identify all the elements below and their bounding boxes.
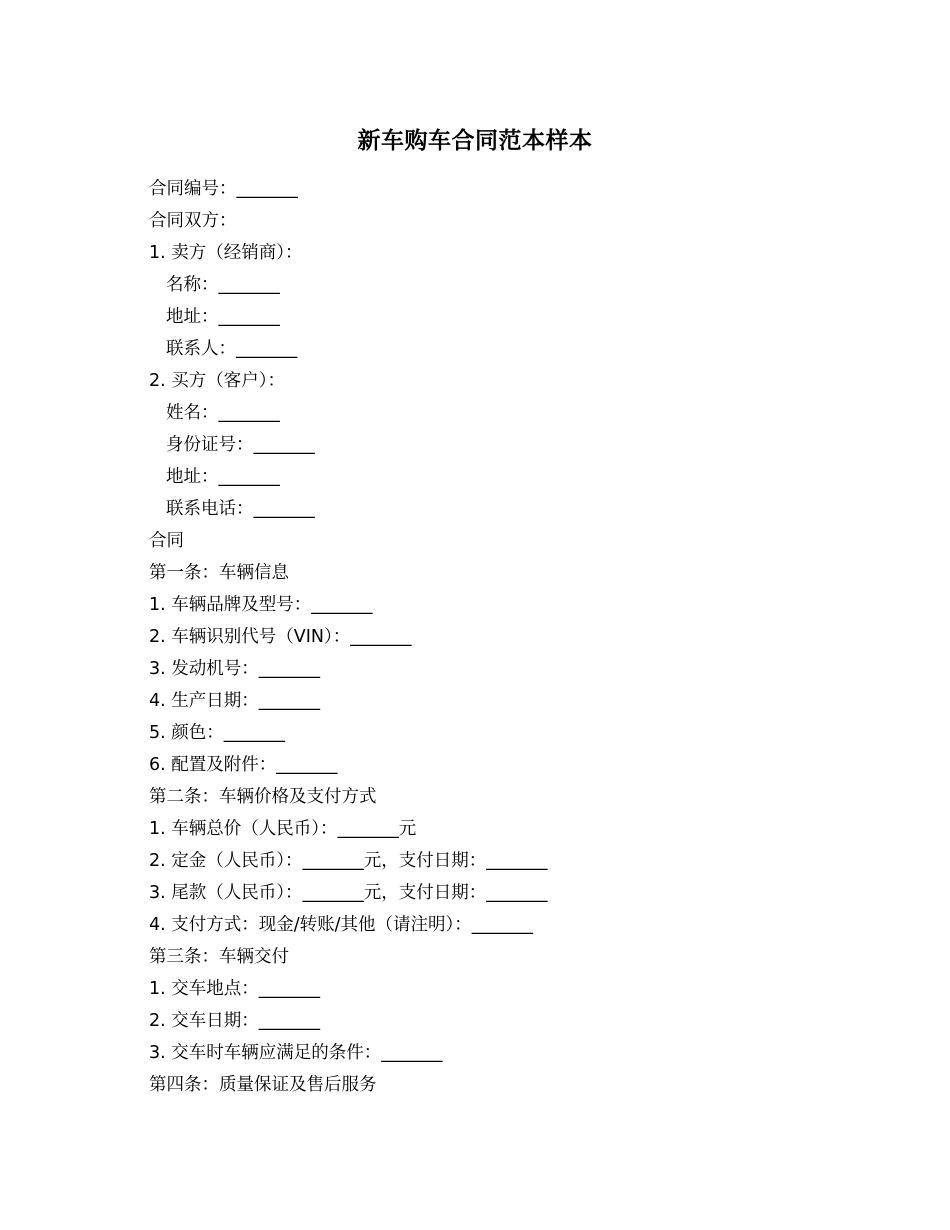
document-line: 1. 卖方（经销商）： (149, 243, 303, 263)
document-line: 4. 生产日期：_______ (149, 691, 321, 711)
document-line: 1. 车辆总价（人民币）：_______元 (149, 819, 417, 839)
document-line: 名称：_______ (166, 275, 280, 295)
document-line: 第三条：车辆交付 (149, 947, 289, 967)
document-line: 2. 定金（人民币）：_______元，支付日期：_______ (149, 851, 548, 871)
document-line: 第一条：车辆信息 (149, 563, 289, 583)
document-line: 合同编号：_______ (149, 179, 298, 199)
document-line: 联系电话：_______ (166, 499, 315, 519)
document-line: 身份证号：_______ (166, 435, 315, 455)
document-line: 5. 颜色：_______ (149, 723, 286, 743)
document-line: 合同 (149, 531, 184, 551)
document-line: 2. 买方（客户）： (149, 371, 286, 391)
document-line: 2. 车辆识别代号（VIN）：_______ (149, 627, 412, 647)
document-line: 联系人：_______ (166, 339, 298, 359)
document-line: 姓名：_______ (166, 403, 280, 423)
document-title: 新车购车合同范本样本 (357, 128, 593, 154)
document-line: 第四条：质量保证及售后服务 (149, 1075, 377, 1095)
document-line: 第二条：车辆价格及支付方式 (149, 787, 377, 807)
document-line: 6. 配置及附件：_______ (149, 755, 338, 775)
document-line: 1. 交车地点：_______ (149, 979, 321, 999)
document-line: 地址：_______ (166, 307, 280, 327)
document-line: 2. 交车日期：_______ (149, 1011, 321, 1031)
document-line: 3. 交车时车辆应满足的条件：_______ (149, 1043, 443, 1063)
document-body (149, 173, 849, 1101)
document-line: 1. 车辆品牌及型号：_______ (149, 595, 373, 615)
document-line: 合同双方： (149, 211, 237, 231)
document-line: 3. 发动机号：_______ (149, 659, 321, 679)
document-line: 4. 支付方式：现金/转账/其他（请注明）：_______ (149, 915, 534, 935)
document-line: 地址：_______ (166, 467, 280, 487)
document-line: 3. 尾款（人民币）：_______元，支付日期：_______ (149, 883, 548, 903)
